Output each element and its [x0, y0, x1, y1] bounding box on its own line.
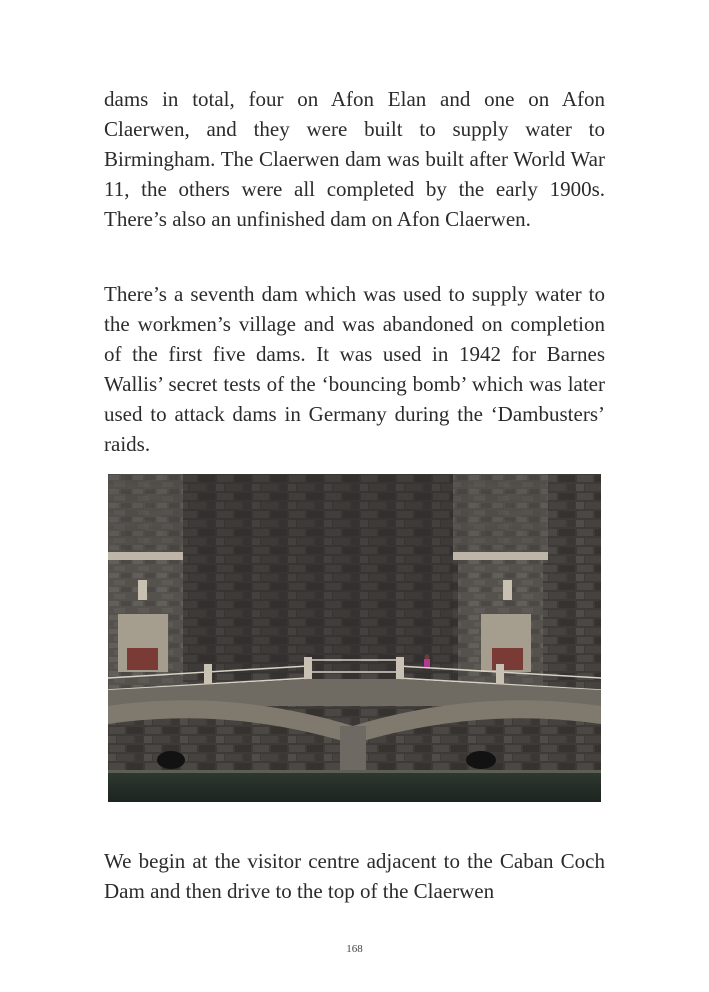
left-culvert [157, 751, 185, 769]
right-valve-tower [453, 474, 548, 690]
body-paragraph-visitor-centre: We begin at the visitor centre adjacent to the Caban Coch Dam and then drive to the top of the Claerwen [104, 849, 605, 903]
dam-photograph [108, 474, 601, 802]
body-paragraph-seventh-dam: There’s a seventh dam which was used to supply water to the workmen’s village and was abandoned on completion of the first five dams. It was used in 1942 for Barnes Wallis’ secret tests of the ‘bouncing bomb’ which was later used to attack dams in Germany during the ‘Dambusters’ raids. [104, 282, 605, 456]
reservoir-water [108, 770, 601, 802]
person-on-bridge [424, 655, 430, 668]
body-paragraph-dams-total: dams in total, four on Afon Elan and one on Afon Claerwen, and they were built to supply water to Birmingham. The Claerwen dam was built after World War 11, the others were all completed by the early 1900s. There’s also an unfinished dam on Afon Claerwen. [104, 87, 605, 231]
page-number: 168 [346, 943, 363, 955]
right-culvert [466, 751, 496, 769]
left-valve-tower [108, 474, 183, 690]
